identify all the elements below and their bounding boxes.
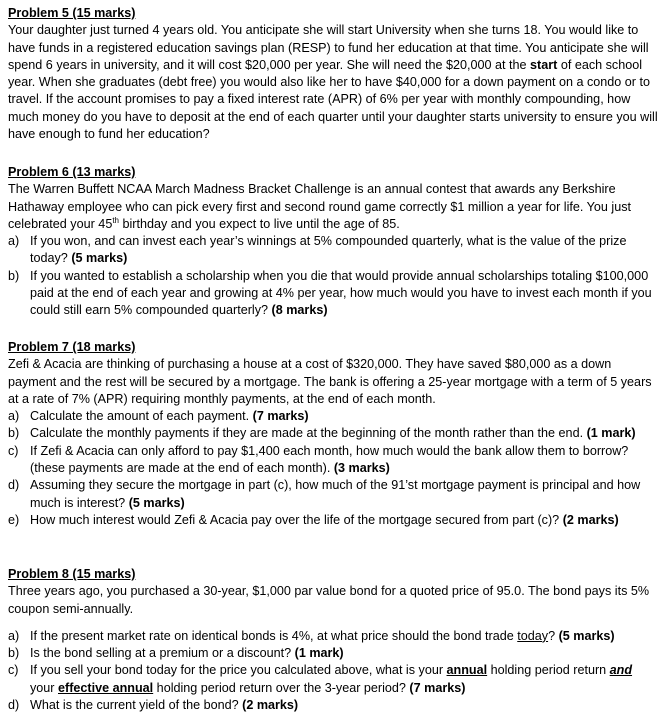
item-marks: (3 marks) [333, 461, 390, 476]
item-marks: (1 mark) [294, 646, 344, 661]
item-marks: (5 marks) [558, 628, 615, 643]
item-text: How much interest would Zefi & Acacia pay over the life of the mortgage secured from part (c)? [30, 512, 563, 527]
item-label: a) [8, 234, 20, 249]
item-text-mid: holding period return [487, 663, 610, 678]
item-emphasis-and: and [609, 663, 633, 678]
item-label: a) [8, 628, 20, 643]
problem-7 [8, 339, 659, 529]
item-text: Calculate the monthly payments if they are made at the beginning of the month rather than the end. [30, 426, 587, 441]
problem-5-text-part2: of each school year. When she graduates (debt free) you would also like her to have $40,000 for a down payment on a condo or to travel. If the account promises to pay a fixed interest rate (APR) of 6% per year with monthly compounding, how much money do you have to deposit at the end of each quarter until your daughter starts university to ensure you will have enough to fund her education? [8, 57, 658, 142]
item-text: If the present market rate on identical bonds is 4%, at what price should the bond trade [30, 628, 518, 643]
item-label: d) [8, 698, 20, 713]
item-marks: (5 marks) [128, 495, 185, 510]
problem-6-text-part1: The Warren Buffett NCAA March Madness Bracket Challenge is an annual contest that awards any Berkshire Hathaway employee who can pick every first and second round game correctly $1 million a year for life. You just celebrated your 45 [8, 182, 632, 231]
item-marks: (7 marks) [409, 680, 466, 695]
problem-5-title: Problem 5 (15 marks) [8, 6, 136, 20]
problem-8-item-d [8, 697, 659, 714]
problem-5-text-bold: start [530, 57, 558, 72]
problem-5-text [8, 22, 659, 143]
problem-8 [8, 566, 659, 714]
item-marks: (5 marks) [71, 251, 128, 266]
problem-8-item-c [8, 662, 659, 697]
item-label: b) [8, 426, 20, 441]
item-text: Calculate the amount of each payment. [30, 409, 253, 424]
item-marks: (8 marks) [271, 303, 328, 318]
item-label: a) [8, 409, 20, 424]
item-label: b) [8, 646, 20, 661]
item-marks: (7 marks) [252, 409, 309, 424]
problem-6-superscript: th [112, 215, 119, 225]
problem-8-list [8, 628, 659, 714]
problem-7-title: Problem 7 (18 marks) [8, 340, 136, 354]
item-marks: (2 marks) [562, 512, 619, 527]
item-underlined-word: today [517, 628, 549, 643]
problem-7-item-a [8, 408, 659, 425]
problem-7-item-d [8, 477, 659, 512]
item-text-mid2: your [30, 680, 58, 695]
problem-7-list [8, 408, 659, 529]
item-text: What is the current yield of the bond? [30, 698, 243, 713]
item-emphasis-annual: annual [446, 663, 488, 678]
problem-8-item-a [8, 628, 659, 645]
item-label: b) [8, 268, 20, 283]
problem-8-title: Problem 8 (15 marks) [8, 567, 136, 581]
problem-7-text: Zefi & Acacia are thinking of purchasing a house at a cost of $320,000. They have saved $80,000 as a down payment and the rest will be secured by a mortgage. The bank is offering a 25-year mortgage with a term of 5 years at a rate of 7% (APR) requiring monthly payments, at the end of each month. [8, 357, 652, 406]
item-text: Is the bond selling at a premium or a discount? [30, 646, 295, 661]
problem-7-item-c [8, 443, 659, 478]
problem-6-list [8, 233, 659, 319]
problem-7-item-b [8, 425, 659, 442]
problem-5 [8, 5, 659, 143]
problem-6-text-part2: birthday and you expect to live until the age of 85. [119, 216, 400, 231]
item-text: If you won, and can invest each year’s winnings at 5% compounded quarterly, what is the value of the prize today? [30, 234, 627, 266]
item-text-end: holding period return over the 3-year period? [153, 680, 410, 695]
item-label: c) [8, 663, 19, 678]
item-text: If you wanted to establish a scholarship when you die that would provide annual scholarships totaling $100,000 paid at the end of each year and growing at 4% per year, how much would you have to invest each month if you could still earn 5% compounded quarterly? [30, 268, 652, 318]
problem-6-item-a [8, 233, 659, 268]
item-text: Assuming they secure the mortgage in part (c), how much of the 91’st mortgage payment is principal and how much is interest? [30, 478, 641, 510]
item-emphasis-effective-annual: effective annual [58, 680, 154, 695]
problem-8-text: Three years ago, you purchased a 30-year, $1,000 par value bond for a quoted price of 95.0. The bond pays its 5% coupon semi-annually. [8, 584, 650, 616]
item-text: If you sell your bond today for the price you calculated above, what is your [30, 663, 447, 678]
problem-6-text [8, 181, 659, 233]
item-label: e) [8, 512, 20, 527]
item-text-end: ? [548, 628, 559, 643]
problem-8-item-b [8, 645, 659, 662]
item-marks: (1 mark) [586, 426, 636, 441]
item-label: c) [8, 443, 19, 458]
problem-5-text-part1: Your daughter just turned 4 years old. You anticipate she will start University when she turns 18. You would like to have funds in a registered education savings plan (RESP) to fund her education at that time. You anticipate she will spend 6 years in university, and it will cost $20,000 per year. She will need the $20,000 at the [8, 23, 649, 72]
problem-7-item-e [8, 512, 659, 529]
problem-6-title: Problem 6 (13 marks) [8, 165, 136, 179]
item-text: If Zefi & Acacia can only afford to pay $1,400 each month, how much would the bank allow them to borrow? (these payments are made at the end of each month). [30, 443, 629, 476]
problem-6 [8, 164, 659, 320]
item-marks: (2 marks) [242, 698, 299, 713]
problem-6-item-b [8, 268, 659, 320]
item-label: d) [8, 478, 20, 493]
